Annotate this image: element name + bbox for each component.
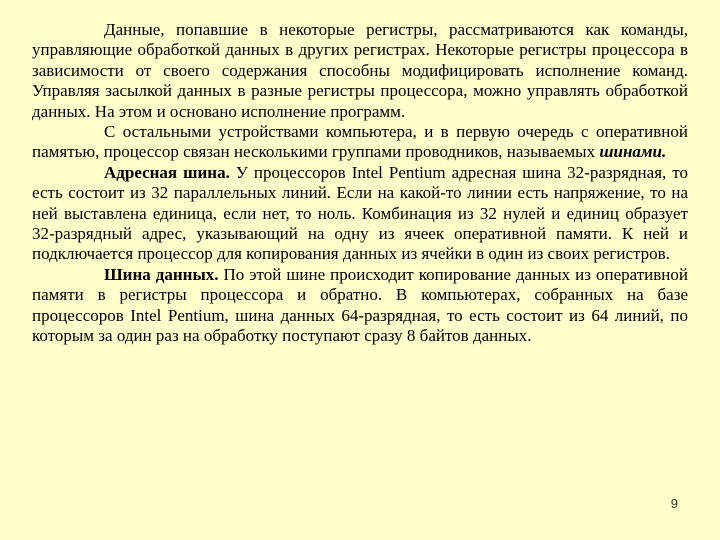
- paragraph-address-bus: [32, 163, 688, 265]
- paragraph-address-bus-text: У процессоров Intel Pentium адресная шина 32-разрядная, то есть состоит из 32 параллельных линий. Если на какой-то линии есть напряжение, то на ней выставлена единица, если нет, то ноль. Комбинация из 32 нулей и единиц образует 32-разрядный адрес, указывающий на одну из ячеек оперативной памяти. К ней и подключается процессор для копирования данных из ячейки в один из своих регистров.: [32, 162, 688, 264]
- paragraph-registers-text: Данные, попавшие в некоторые регистры, рассматриваются как команды, управляющие обработкой данных в других регистрах. Некоторые регистры процессора в зависимости от своего содержания способны модифицировать исполнение команд. Управляя засылкой данных в разные регистры процессора, можно управлять обработкой данных. На этом и основано исполнение программ.: [32, 20, 688, 121]
- paragraph-data-bus: [32, 265, 688, 347]
- paragraph-registers: [32, 20, 688, 122]
- text-block: [32, 20, 688, 347]
- term-buses: шинами.: [599, 142, 667, 162]
- heading-data-bus: Шина данных.: [104, 264, 219, 284]
- paragraph-buses-intro-text: С остальными устройствами компьютера, и в первую очередь с оперативной памятью, процессор связан несколькими группами проводников, называемых: [32, 122, 688, 162]
- page-number: 9: [670, 496, 678, 511]
- heading-address-bus: Адресная шина.: [104, 162, 230, 182]
- paragraph-data-bus-text: По этой шине происходит копирование данных из оперативной памяти в регистры процессора и обратно. В компьютерах, собранных на базе процессоров Intel Pentium, шина данных 64-разрядная, то есть состоит из 64 линий, по которым за один раз на обработку поступают сразу 8 байтов данных.: [32, 264, 688, 346]
- paragraph-buses-intro: [32, 122, 688, 163]
